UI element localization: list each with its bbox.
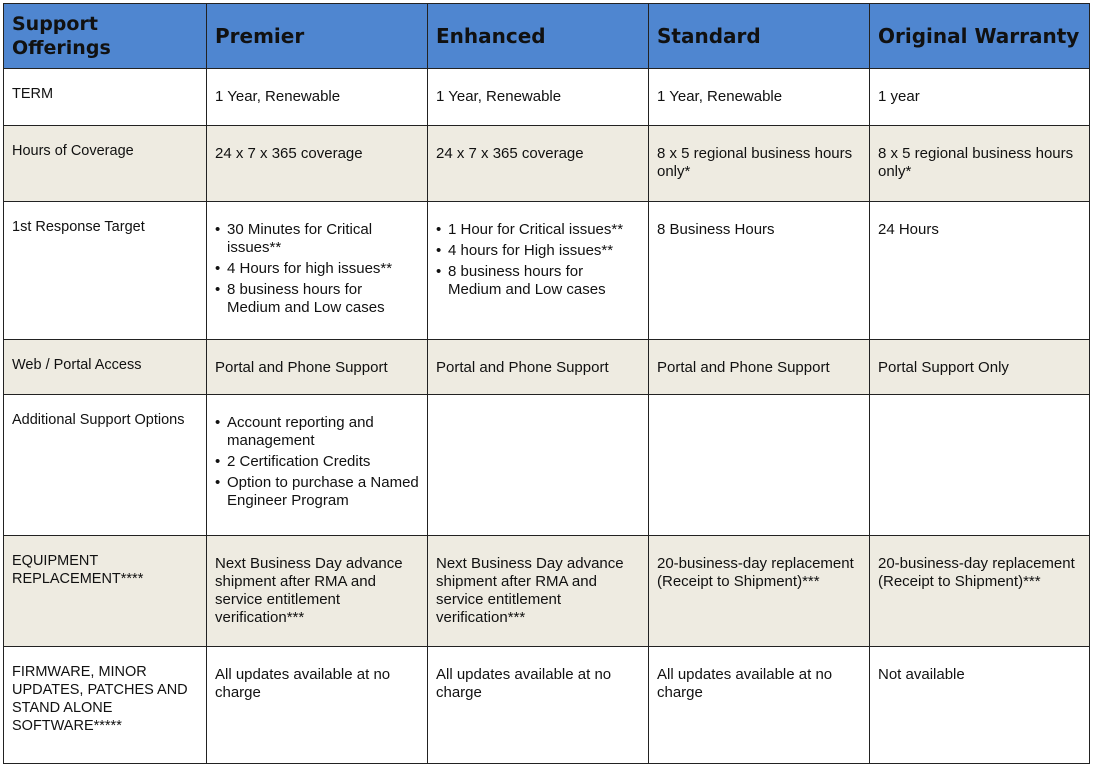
cell-standard — [649, 395, 870, 536]
row-hours-of-coverage — [4, 126, 1090, 202]
cell-warranty: Portal Support Only — [870, 340, 1090, 395]
cell-enhanced: Portal and Phone Support — [428, 340, 649, 395]
list-item: • 4 hours for High issues** — [448, 242, 640, 260]
header-original-warranty: Original Warranty — [870, 4, 1090, 69]
row-label: EQUIPMENT REPLACEMENT**** — [4, 536, 207, 647]
cell-enhanced: All updates available at no charge — [428, 647, 649, 764]
row-additional-support-options — [4, 395, 1090, 536]
list-item: • 2 Certification Credits — [227, 453, 419, 471]
cell-warranty: 20-business-day replacement (Receipt to Shipment)*** — [870, 536, 1090, 647]
row-label: Hours of Coverage — [4, 126, 207, 202]
header-support-offerings — [4, 4, 207, 69]
list-item: • 8 business hours for Medium and Low cases — [227, 281, 419, 317]
row-term — [4, 69, 1090, 126]
cell-premier: 24 x 7 x 365 coverage — [207, 126, 428, 202]
list-item: • 4 Hours for high issues** — [227, 260, 419, 278]
row-label: Web / Portal Access — [4, 340, 207, 395]
cell-warranty: 8 x 5 regional business hours only* — [870, 126, 1090, 202]
premier-response-list — [215, 221, 419, 317]
cell-premier — [207, 202, 428, 340]
cell-warranty — [870, 395, 1090, 536]
row-label: FIRMWARE, MINOR UPDATES, PATCHES AND STAND ALONE SOFTWARE***** — [4, 647, 207, 764]
list-item: • 30 Minutes for Critical issues** — [227, 221, 419, 257]
cell-premier: Next Business Day advance shipment after RMA and service entitlement verification*** — [207, 536, 428, 647]
row-label: 1st Response Target — [4, 202, 207, 340]
cell-standard: 1 Year, Renewable — [649, 69, 870, 126]
header-enhanced: Enhanced — [428, 4, 649, 69]
cell-enhanced — [428, 395, 649, 536]
list-item: • 8 business hours for Medium and Low cases — [448, 263, 640, 299]
cell-enhanced — [428, 202, 649, 340]
row-equipment-replacement — [4, 536, 1090, 647]
header-support-offerings-line2: Offerings — [12, 37, 111, 59]
list-item: • 1 Hour for Critical issues** — [448, 221, 640, 239]
cell-standard: Portal and Phone Support — [649, 340, 870, 395]
cell-standard: 8 Business Hours — [649, 202, 870, 340]
header-premier: Premier — [207, 4, 428, 69]
enhanced-response-list — [436, 221, 640, 299]
row-web-portal-access — [4, 340, 1090, 395]
header-standard: Standard — [649, 4, 870, 69]
cell-enhanced: 1 Year, Renewable — [428, 69, 649, 126]
cell-enhanced: Next Business Day advance shipment after RMA and service entitlement verification*** — [428, 536, 649, 647]
cell-standard: All updates available at no charge — [649, 647, 870, 764]
row-firmware-updates — [4, 647, 1090, 764]
support-offerings-table — [3, 3, 1090, 764]
cell-premier: 1 Year, Renewable — [207, 69, 428, 126]
cell-premier — [207, 395, 428, 536]
cell-enhanced: 24 x 7 x 365 coverage — [428, 126, 649, 202]
premier-additional-list — [215, 414, 419, 510]
header-row — [4, 4, 1090, 69]
row-label: TERM — [4, 69, 207, 126]
cell-warranty: 1 year — [870, 69, 1090, 126]
row-label: Additional Support Options — [4, 395, 207, 536]
cell-standard: 20-business-day replacement (Receipt to Shipment)*** — [649, 536, 870, 647]
cell-premier: Portal and Phone Support — [207, 340, 428, 395]
cell-standard: 8 x 5 regional business hours only* — [649, 126, 870, 202]
header-support-offerings-line1: Support — [12, 13, 98, 35]
cell-warranty: Not available — [870, 647, 1090, 764]
list-item: • Option to purchase a Named Engineer Program — [227, 474, 419, 510]
row-first-response-target — [4, 202, 1090, 340]
list-item: • Account reporting and management — [227, 414, 419, 450]
cell-warranty: 24 Hours — [870, 202, 1090, 340]
cell-premier: All updates available at no charge — [207, 647, 428, 764]
